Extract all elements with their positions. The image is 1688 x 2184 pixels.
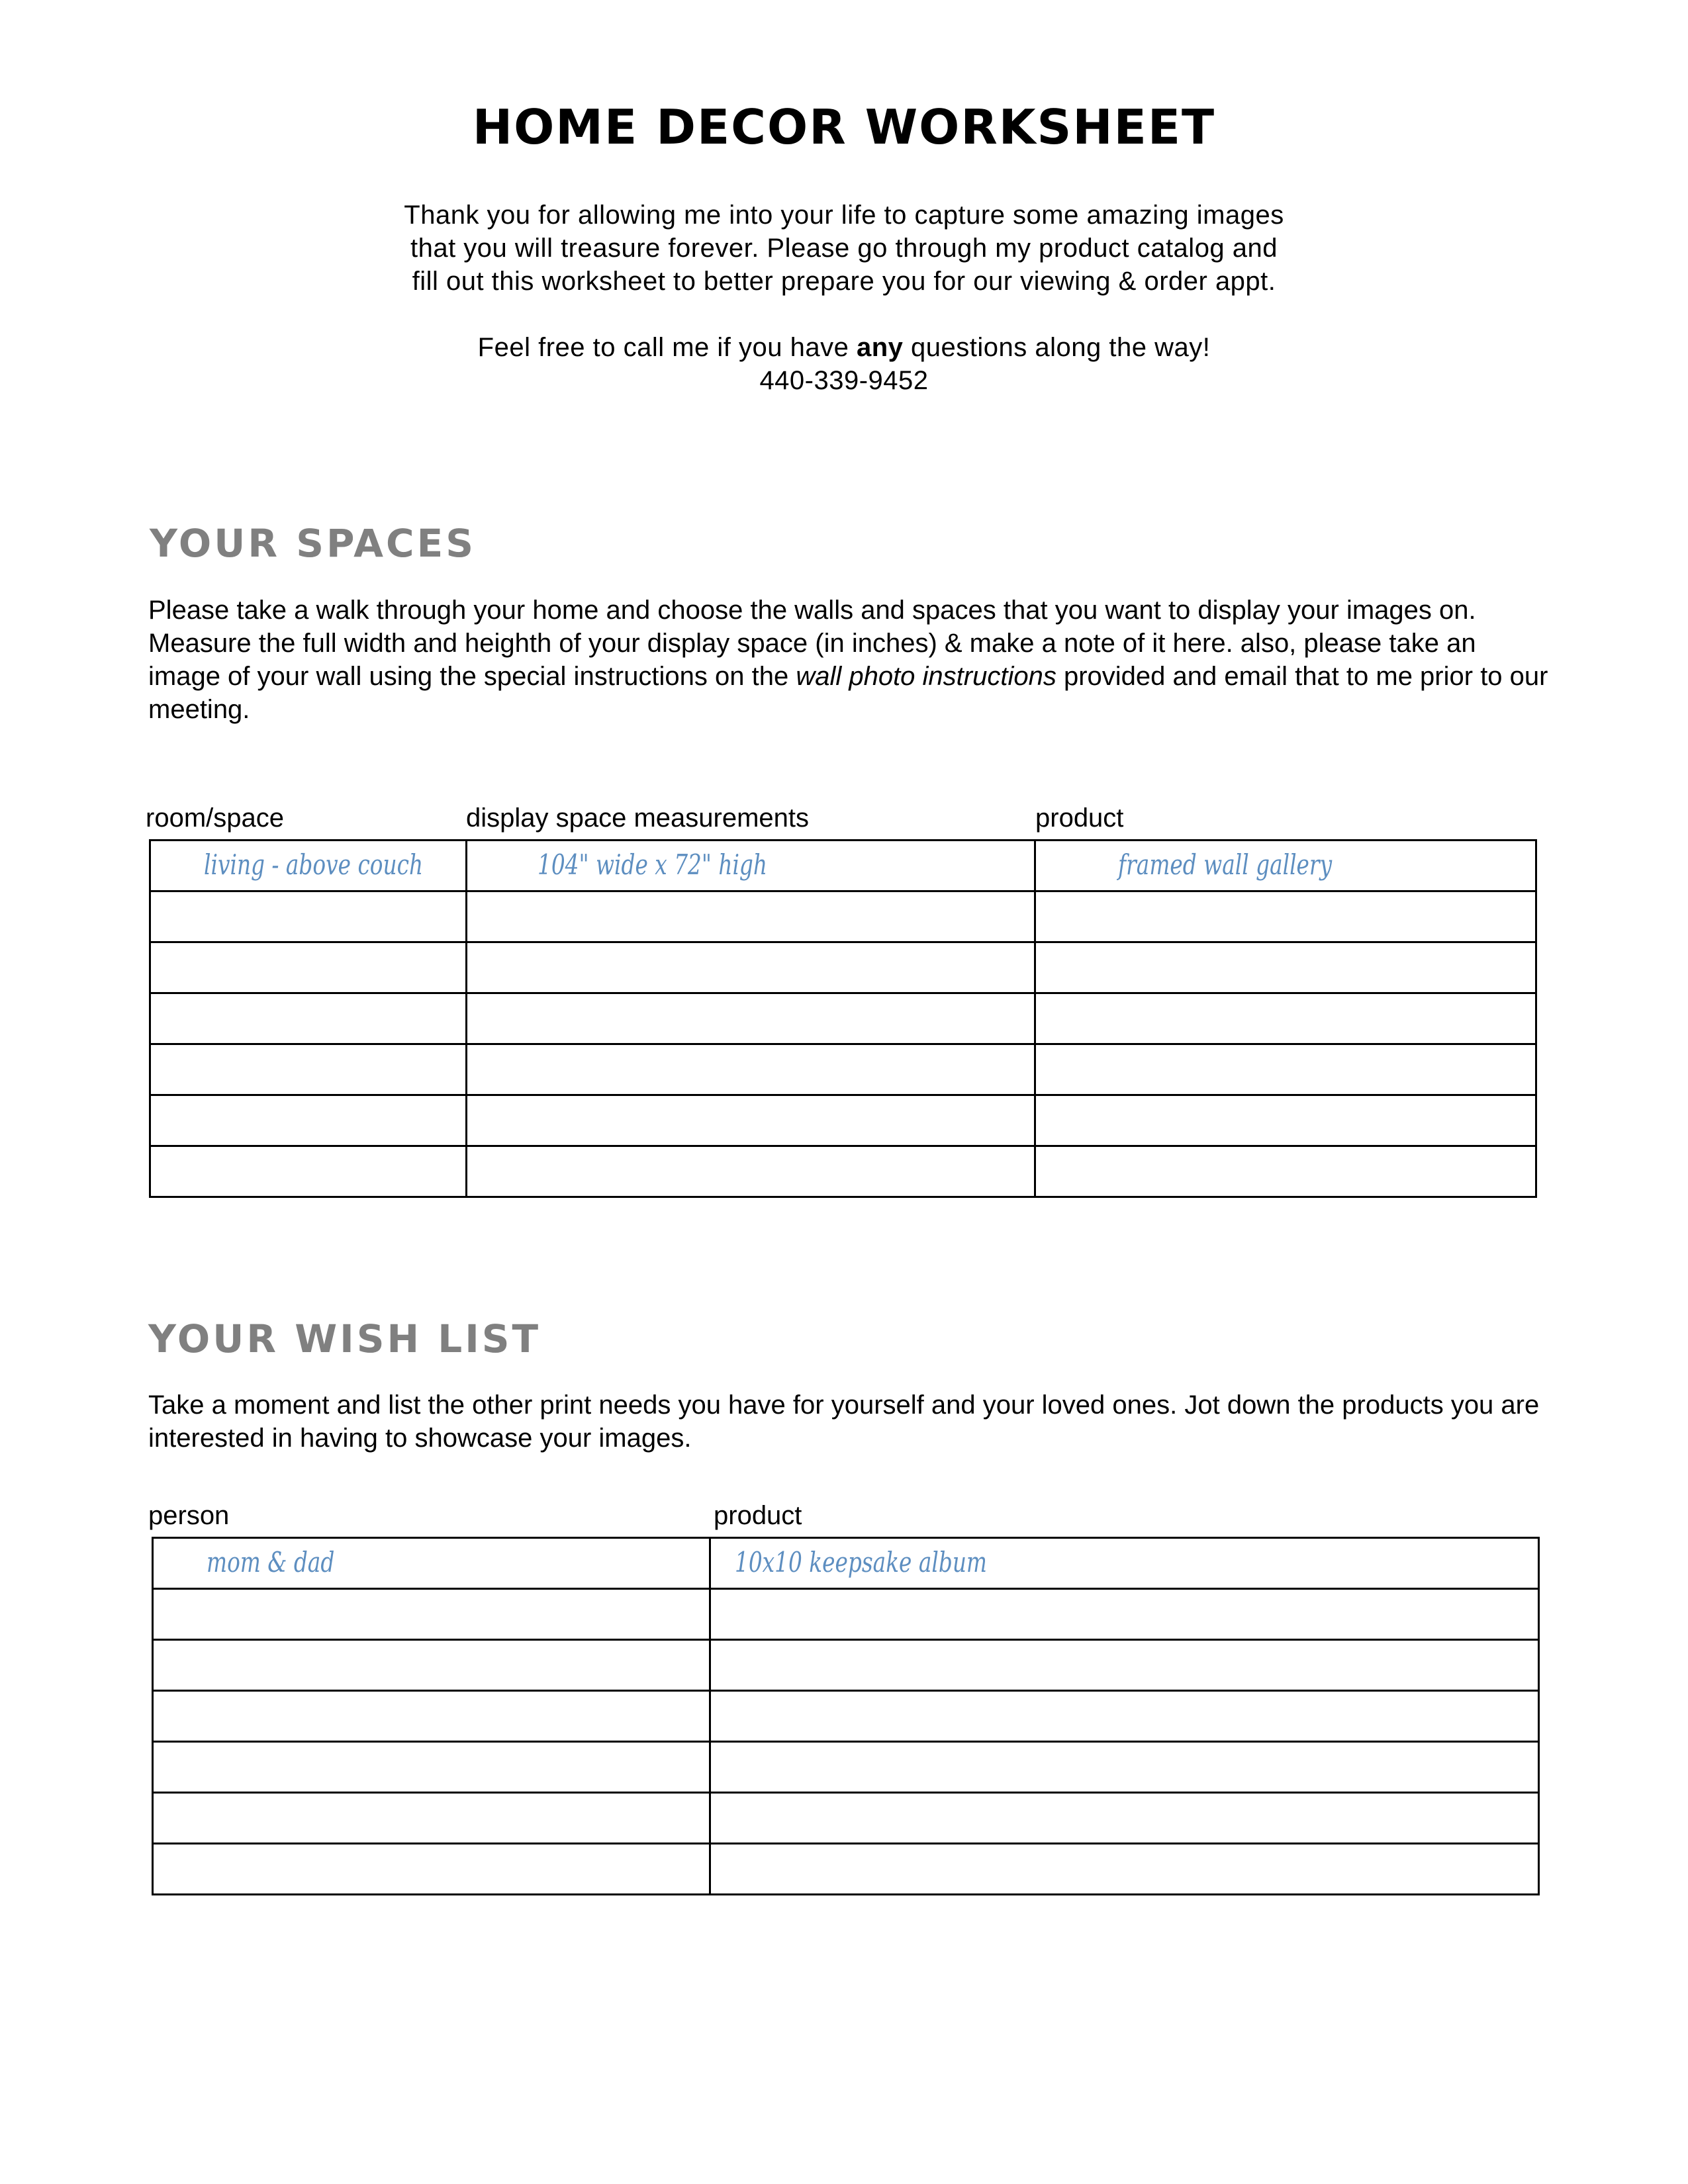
table-row [153, 1793, 1539, 1844]
form-cell[interactable] [1035, 841, 1536, 891]
col-header-measurements: display space measurements [466, 803, 810, 833]
table-row [150, 993, 1536, 1044]
form-cell[interactable] [1035, 1044, 1536, 1095]
wishlist-heading: YOUR WISH LIST [148, 1316, 541, 1361]
handwritten-entry: 10x10 keepsake album [735, 1546, 988, 1578]
handwritten-entry: 104" wide x 72" high [538, 848, 768, 881]
table-row [150, 1044, 1536, 1095]
col-header-product: product [714, 1501, 802, 1530]
form-cell[interactable] [710, 1538, 1539, 1589]
table-row [150, 942, 1536, 993]
wishlist-table [152, 1537, 1540, 1895]
form-cell[interactable] [153, 1793, 710, 1844]
table-row [153, 1691, 1539, 1742]
form-cell[interactable] [150, 841, 467, 891]
form-cell[interactable] [153, 1640, 710, 1691]
form-cell[interactable] [1035, 993, 1536, 1044]
spaces-instructions: Please take a walk through your home and choose the walls and spaces that you want to display your images on. Measure the full width and heighth of your display space (in inches) & make a note of it here. also, please take an image of your wall using the special instructions on the wall photo instructions provided and email that to me prior to our meeting. [148, 596, 1548, 724]
spaces-heading: YOUR SPACES [150, 521, 476, 566]
form-cell[interactable] [467, 1044, 1035, 1095]
form-cell[interactable] [153, 1691, 710, 1742]
form-cell[interactable] [467, 1095, 1035, 1146]
wall-photo-instructions-ref: wall photo instructions [796, 662, 1056, 691]
form-cell[interactable] [150, 1146, 467, 1197]
emphasis-any: any [856, 333, 904, 362]
form-cell[interactable] [1035, 891, 1536, 942]
form-cell[interactable] [150, 1044, 467, 1095]
handwritten-entry: living - above couch [204, 848, 424, 881]
form-cell[interactable] [150, 942, 467, 993]
form-cell[interactable] [150, 1095, 467, 1146]
form-cell[interactable] [467, 841, 1035, 891]
table-row [150, 841, 1536, 891]
form-cell[interactable] [710, 1691, 1539, 1742]
table-row [150, 1146, 1536, 1197]
page-title: HOME DECOR WORKSHEET [472, 99, 1216, 155]
table-row [150, 891, 1536, 942]
spaces-table [149, 839, 1537, 1198]
wishlist-instructions: Take a moment and list the other print needs you have for yourself and your loved ones. Jot down the products you are interested in having to showcase your images. [148, 1390, 1540, 1453]
call-line: Feel free to call me if you have any questions along the way! [477, 333, 1211, 362]
form-cell[interactable] [153, 1844, 710, 1895]
form-cell[interactable] [710, 1844, 1539, 1895]
form-cell[interactable] [710, 1589, 1539, 1640]
table-row [153, 1538, 1539, 1589]
form-cell[interactable] [710, 1793, 1539, 1844]
form-cell[interactable] [467, 891, 1035, 942]
form-cell[interactable] [467, 993, 1035, 1044]
intro-line: fill out this worksheet to better prepare you for our viewing & order appt. [412, 267, 1276, 296]
form-cell[interactable] [153, 1742, 710, 1793]
form-cell[interactable] [153, 1538, 710, 1589]
phone-number: 440-339-9452 [759, 366, 929, 395]
form-cell[interactable] [710, 1742, 1539, 1793]
form-cell[interactable] [150, 891, 467, 942]
table-row [150, 1095, 1536, 1146]
table-row [153, 1640, 1539, 1691]
form-cell[interactable] [1035, 1146, 1536, 1197]
intro-line: that you will treasure forever. Please go through my product catalog and [410, 234, 1278, 263]
form-cell[interactable] [467, 1146, 1035, 1197]
col-header-room-space: room/space [146, 803, 284, 833]
form-cell[interactable] [1035, 942, 1536, 993]
form-cell[interactable] [153, 1589, 710, 1640]
handwritten-entry: mom & dad [207, 1546, 335, 1578]
handwritten-entry: framed wall gallery [1118, 848, 1333, 881]
table-row [153, 1589, 1539, 1640]
form-cell[interactable] [710, 1640, 1539, 1691]
form-cell[interactable] [1035, 1095, 1536, 1146]
intro-line: Thank you for allowing me into your life to capture some amazing images [404, 201, 1284, 230]
table-row [153, 1742, 1539, 1793]
form-cell[interactable] [467, 942, 1035, 993]
table-row [153, 1844, 1539, 1895]
col-header-product: product [1035, 803, 1124, 833]
col-header-person: person [148, 1501, 230, 1530]
intro-text [0, 199, 1688, 397]
form-cell[interactable] [150, 993, 467, 1044]
